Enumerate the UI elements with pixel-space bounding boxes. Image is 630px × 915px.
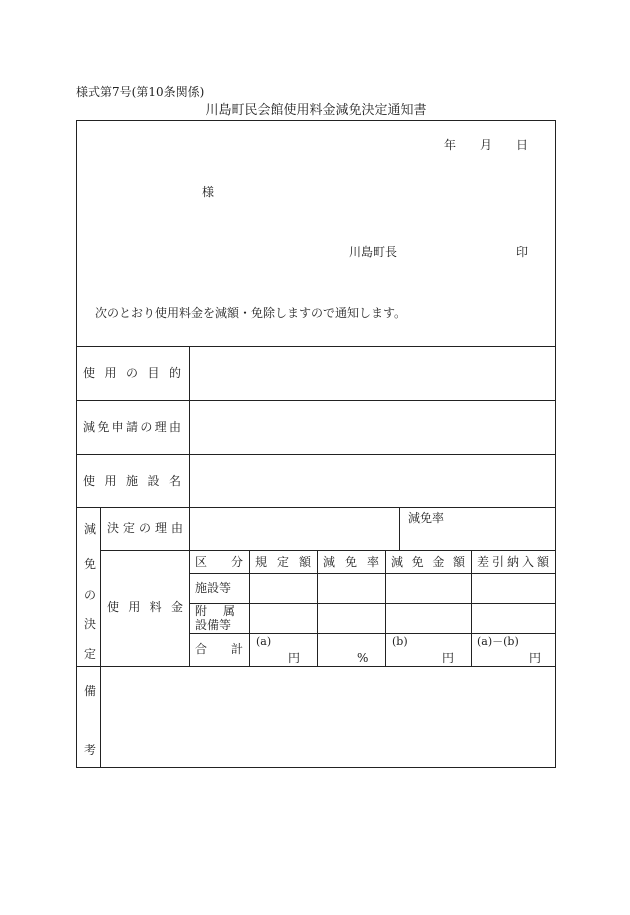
divider-fee-facility (189, 603, 555, 604)
header-standard-amount: 規 定 額 (255, 555, 311, 569)
total-diff-mark: (a)－(b) (477, 635, 519, 648)
label-column-divider (189, 346, 190, 551)
decision-side-char-2: 免 (84, 557, 97, 571)
date-year: 年 (444, 138, 457, 152)
purpose-label: 使 用 の 目 的 (83, 366, 181, 380)
decision-side-char-1: 減 (84, 522, 97, 536)
total-a-unit: 円 (288, 651, 301, 665)
divider-fee-header (189, 573, 555, 574)
fee-label: 使 用 料 金 (107, 600, 183, 614)
fee-col-divider-2 (317, 550, 318, 666)
header-category: 区 分 (195, 555, 243, 569)
divider-purpose (77, 400, 555, 401)
form-number: 様式第7号(第10条関係) (76, 85, 205, 99)
rate-cell-divider (399, 507, 400, 550)
divider-fee-equipment (189, 633, 555, 634)
total-b-mark: (b) (392, 635, 408, 648)
facility-label: 使 用 施 設 名 (83, 474, 181, 488)
form-title: 川島町民会館使用料金減免決定通知書 (205, 103, 427, 118)
total-diff-unit: 円 (529, 651, 542, 665)
divider-facility (77, 507, 555, 508)
date-day: 日 (516, 138, 529, 152)
seal-mark: 印 (516, 245, 529, 259)
fee-col-divider-3 (385, 550, 386, 666)
remarks-char-1: 備 (84, 684, 97, 698)
total-a-mark: (a) (256, 635, 272, 648)
side-column-divider (100, 507, 101, 767)
row-equipment-label-2: 設備等 (195, 618, 232, 632)
addressee-suffix: 様 (202, 185, 215, 199)
date-month: 月 (480, 138, 493, 152)
divider-reason (77, 454, 555, 455)
header-reduction-amount: 減 免 金 額 (391, 555, 465, 569)
total-rate-unit: % (357, 651, 369, 665)
total-b-unit: 円 (442, 651, 455, 665)
fee-label-divider (189, 550, 190, 666)
reason-label: 減 免 申 請 の 理 由 (83, 420, 181, 434)
decision-reason-label: 決 定 の 理 由 (107, 521, 183, 535)
decision-side-char-4: 決 (84, 617, 97, 631)
divider-notice (77, 346, 555, 347)
fee-col-divider-1 (249, 550, 250, 666)
divider-decision (77, 666, 555, 667)
fee-col-divider-4 (471, 550, 472, 666)
remarks-char-2: 考 (84, 743, 97, 757)
divider-decision-reason (100, 550, 555, 551)
row-equipment-label-1: 附 属 (195, 604, 235, 618)
reduction-rate-label: 減免率 (408, 511, 445, 525)
header-net-payment: 差 引 納 入 額 (477, 555, 549, 569)
row-total-label: 合 計 (195, 642, 243, 656)
notice-form (76, 120, 556, 768)
decision-side-char-5: 定 (84, 647, 97, 661)
header-reduction-rate: 減 免 率 (323, 555, 379, 569)
decision-side-char-3: の (84, 588, 97, 602)
issuer: 川島町長 (349, 245, 398, 259)
row-facility-label: 施設等 (195, 581, 232, 595)
notice-body: 次のとおり使用料金を減額・免除しますので通知します。 (95, 306, 407, 320)
